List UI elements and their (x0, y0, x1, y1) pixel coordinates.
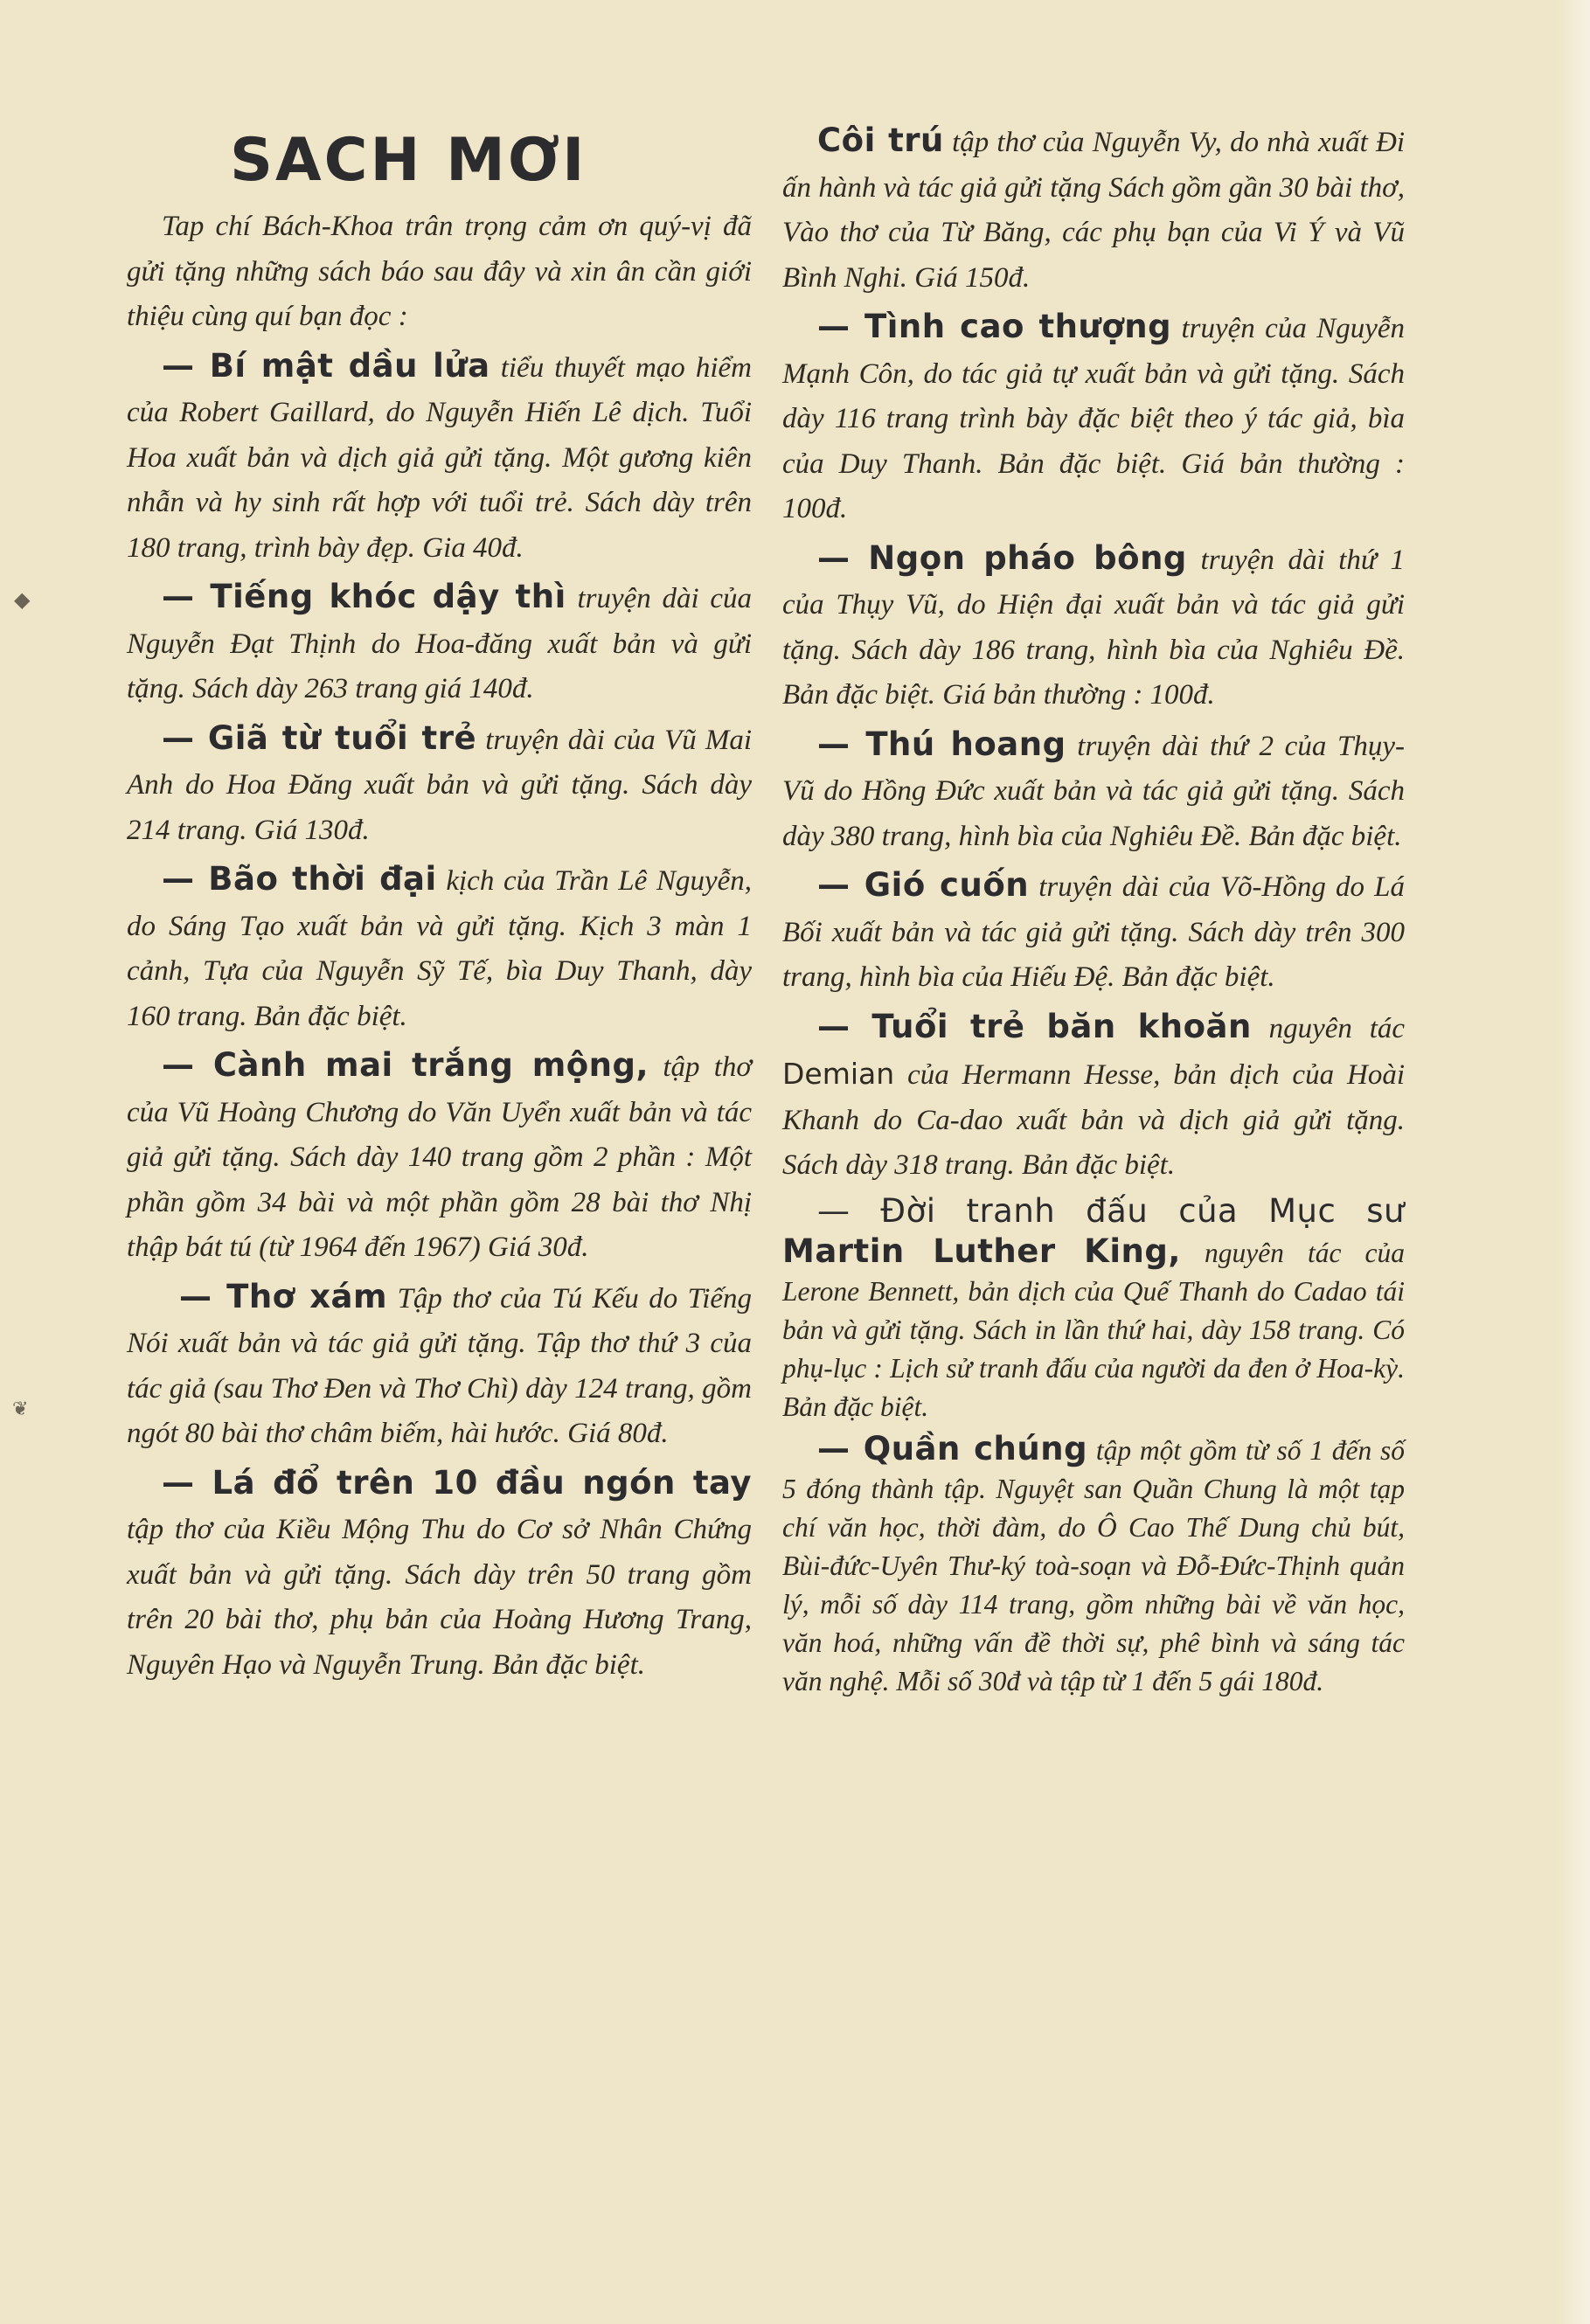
book-title: — Ngọn pháo bông (817, 538, 1187, 577)
book-description: truyện dài của Võ-Hồng do Lá Bối xuất bản và tác giả gửi tặng. Sách dày trên 300 trang, hình bìa của Hiếu Đệ. Bản đặc biệt. (782, 871, 1406, 993)
book-description: truyện dài thứ 1 của Thụy Vũ, do Hiện đại xuất bản và tác giả gửi tặng. Sách dày 186 trang, hình bìa của Nghiêu Đề. Bản đặc biệt. Giá bản thường : 100đ. (782, 544, 1406, 711)
margin-speck: ◆ (14, 587, 31, 612)
book-description: nguyên tác (1268, 1012, 1406, 1044)
book-entry (782, 118, 1405, 301)
left-column (127, 122, 752, 1691)
book-title: — Lá đổ trên 10 đầu ngón tay (162, 1463, 752, 1502)
book-description: truyện của Nguyễn Mạnh Côn, do tác giả tự xuất bản và gửi tặng. Sách dày 116 trang trình bày đặc biệt theo ý tác giả, bìa của Duy Thanh. Bản đặc biệt. Giá bản thường : 100đ. (782, 313, 1406, 524)
book-entry (127, 1460, 752, 1689)
margin-speck: ❦ (12, 1398, 29, 1420)
book-description: truyện dài của Vũ Mai Anh do Hoa Đăng xuất bản và gửi tặng. Sách dày 214 trang. Giá 130đ. (127, 724, 752, 846)
book-entry (782, 536, 1405, 718)
book-title: — Gió cuốn (817, 866, 1030, 904)
right-column (782, 118, 1405, 1704)
book-title: — Giã từ tuổi trẻ (162, 718, 477, 757)
book-entry (782, 1430, 1405, 1701)
book-title: — Thú hoang (817, 725, 1066, 763)
book-description: truyện dài thứ 2 của Thụy-Vũ do Hồng Đức xuất bản và tác giả gửi tặng. Sách dày 380 trang, hình bìa của Nghiêu Đề. Bản đặc biệt. (782, 730, 1405, 852)
book-entry (782, 1004, 1405, 1189)
book-entry (782, 863, 1405, 1001)
book-description: nguyên tác của Lerone Bennett, bản dịch của Quế Thanh do Cadao tái bản và gửi tặng. Sách in lần thứ hai, dày 158 trang. Có phụ-lục : Lịch sử tranh đấu của người da đen ở Hoa-kỳ. Bản đặc biệt. (782, 1237, 1406, 1422)
book-entry (782, 1192, 1405, 1426)
book-title: — Tình cao thượng (817, 308, 1172, 345)
book-description: tiểu thuyết mạo hiểm của Robert Gaillard, do Nguyễn Hiến Lê dịch. Tuổi Hoa xuất bản và dịch giả gửi tặng. Một gương kiên nhẫn và hy sinh rất hợp với tuổi trẻ. Sách dày trên 180 trang, trình bày đẹp. Gia 40đ. (127, 351, 752, 564)
book-description: tập thơ của Nguyễn Vy, do nhà xuất Đi ấn hành và tác giả gửi tặng Sách gồm gần 30 bài thơ, Vào thơ của Từ Băng, các phụ bạn của Vi Ý và Vũ Bình Nghi. Giá 150đ. (782, 127, 1406, 294)
original-title: Demian (782, 1057, 895, 1091)
book-title: — Thơ xám (179, 1277, 388, 1315)
book-description: tập thơ của Kiều Mộng Thu do Cơ sở Nhân Chứng xuất bản và gửi tặng. Sách dày trên 50 trang gồm trên 20 bài thơ, phụ bản của Hoàng Hương Trang, Nguyên Hạo và Nguyễn Trung. Bản đặc biệt. (127, 1514, 752, 1681)
page-title: SACH MƠI (230, 126, 587, 195)
book-description: kịch của Trần Lê Nguyễn, do Sáng Tạo xuất bản và gửi tặng. Kịch 3 màn 1 cảnh, Tựa của Nguyễn Sỹ Tế, bìa Duy Thanh, dày 160 trang. Bản đặc biệt. (127, 865, 752, 1032)
book-entry (127, 1274, 752, 1457)
book-title: — Tuổi trẻ băn khoăn (817, 1007, 1252, 1045)
book-title: — Cành mai trắng mộng, (162, 1046, 649, 1084)
book-title-subject: Martin Luther King, (782, 1231, 1181, 1270)
book-description: tập một gồm từ số 1 đến số 5 đóng thành tập. Nguyệt san Quần Chung là một tạp chí văn học, thời đàm, do Ô Cao Thế Dung chủ bút, Bùi-đức-Uyên Thư-ký toà-soạn và Đỗ-Đức-Thịnh quản lý, mỗi số dày 114 trang, gồm những bài về văn học, văn hoá, những vấn đề thời sự, phê bình và sáng tác văn nghệ. Mỗi số 30đ và tập từ 1 đến 5 gái 180đ. (782, 1434, 1405, 1696)
book-entry (127, 343, 752, 572)
book-entry (782, 722, 1405, 860)
book-entry (127, 857, 752, 1039)
book-title: — Đời tranh đấu của Mục sư (817, 1191, 1405, 1230)
book-entry (127, 1043, 752, 1271)
book-title: — Bí mật dầu lửa (162, 346, 490, 385)
book-description: của Hermann Hesse, bản dịch của Hoài Khanh do Ca-dao xuất bản và dịch giả gửi tặng. Sách dày 318 trang. Bản đặc biệt. (782, 1059, 1406, 1181)
book-entry (782, 304, 1405, 532)
book-title: — Tiếng khóc dậy thì (162, 578, 566, 615)
book-description: Tập thơ của Tú Kếu do Tiếng Nói xuất bản và tác giả gửi tặng. Tập thơ thứ 3 của tác giả (sau Thơ Đen và Thơ Chì) dày 124 trang, gồm ngót 80 bài thơ châm biếm, hài hước. Giá 80đ. (127, 1282, 753, 1449)
book-title: Côi trú (817, 121, 944, 159)
book-description: truyện dài của Nguyễn Đạt Thịnh do Hoa-đăng xuất bản và gửi tặng. Sách dày 263 trang giá 140đ. (127, 583, 752, 704)
book-title: — Bão thời đại (162, 860, 437, 898)
book-entry (127, 574, 752, 712)
book-entry (127, 716, 752, 854)
book-title: — Quần chúng (817, 1429, 1088, 1467)
intro-paragraph: Tap chí Bách-Khoa trân trọng cảm ơn quý-vị đã gửi tặng những sách báo sau đây và xin ân cần giới thiệu cùng quí bạn đọc : (127, 211, 752, 332)
book-description: tập thơ của Vũ Hoàng Chương do Văn Uyển xuất bản và tác giả gửi tặng. Sách dày 140 trang gồm 2 phần : Một phần gồm 34 bài và một phần gồm 28 bài thơ Nhị thập bát tú (từ 1964 đến 1967) Giá 30đ. (127, 1051, 753, 1263)
